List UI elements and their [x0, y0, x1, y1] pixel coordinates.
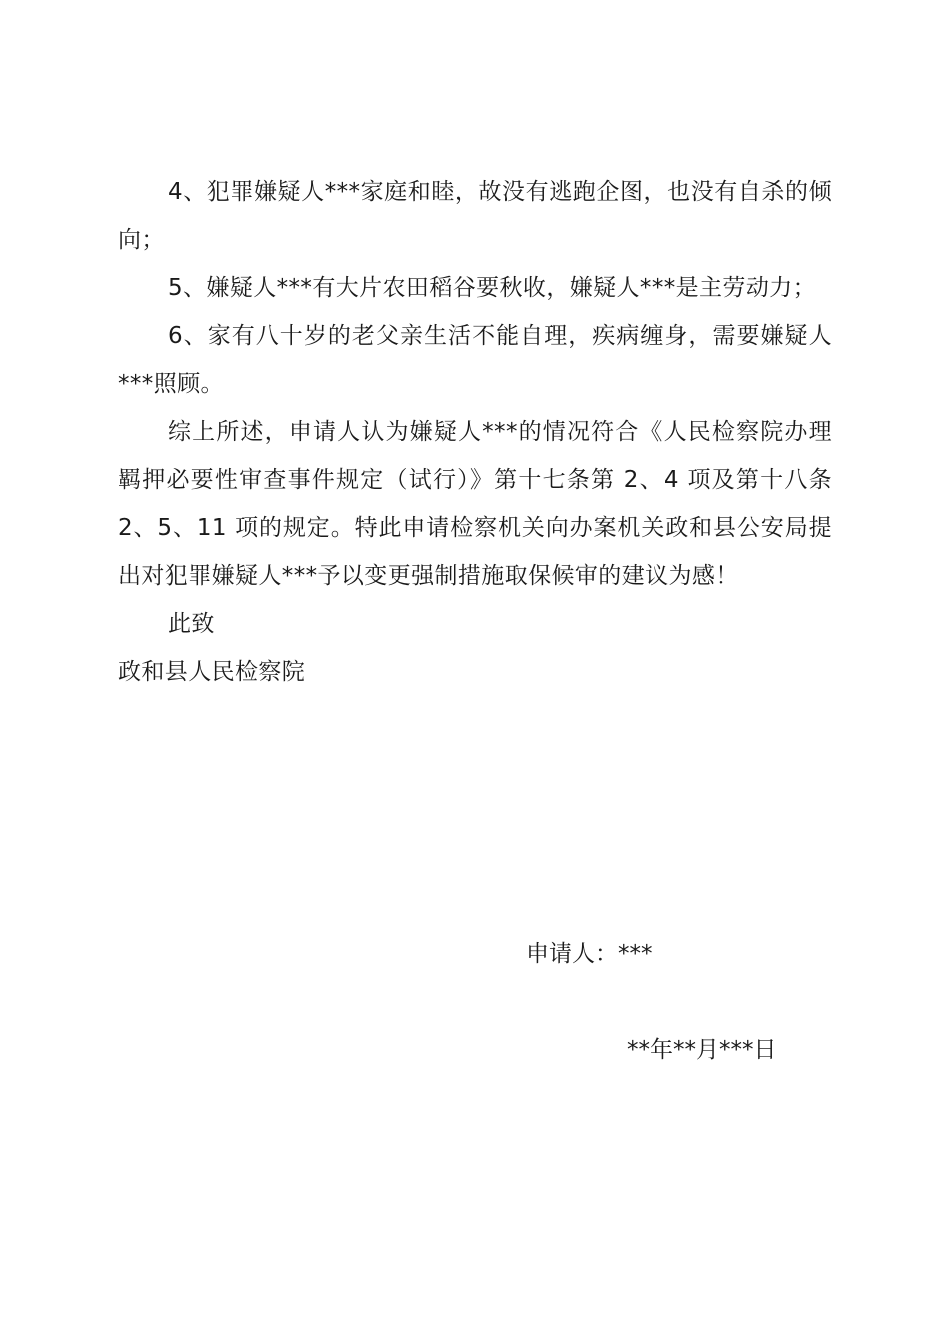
addressee: 政和县人民检察院	[118, 659, 306, 685]
signature-date: **年**月***日	[627, 1037, 777, 1063]
paragraph-item-6: 6、家有八十岁的老父亲生活不能自理，疾病缠身，需要嫌疑人***照顾。	[118, 323, 832, 397]
applicant-signature: 申请人：***	[526, 941, 653, 967]
summary-paragraph: 综上所述，申请人认为嫌疑人***的情况符合《人民检察院办理羁押必要性审查事件规定（试行）》第十七条第 2、4 项及第十八条 2、5、11 项的规定。特此申请检察机关向办案机关政和县公安局提出对犯罪嫌疑人***予以变更强制措施取保候审的建议为感！	[118, 419, 832, 589]
paragraph-item-4: 4、犯罪嫌疑人***家庭和睦，故没有逃跑企图，也没有自杀的倾向；	[118, 179, 832, 253]
paragraph-item-5: 5、嫌疑人***有大片农田稻谷要秋收，嫌疑人***是主劳动力；	[168, 275, 817, 301]
letter-body	[118, 168, 832, 696]
closing-salutation: 此致	[168, 611, 215, 637]
